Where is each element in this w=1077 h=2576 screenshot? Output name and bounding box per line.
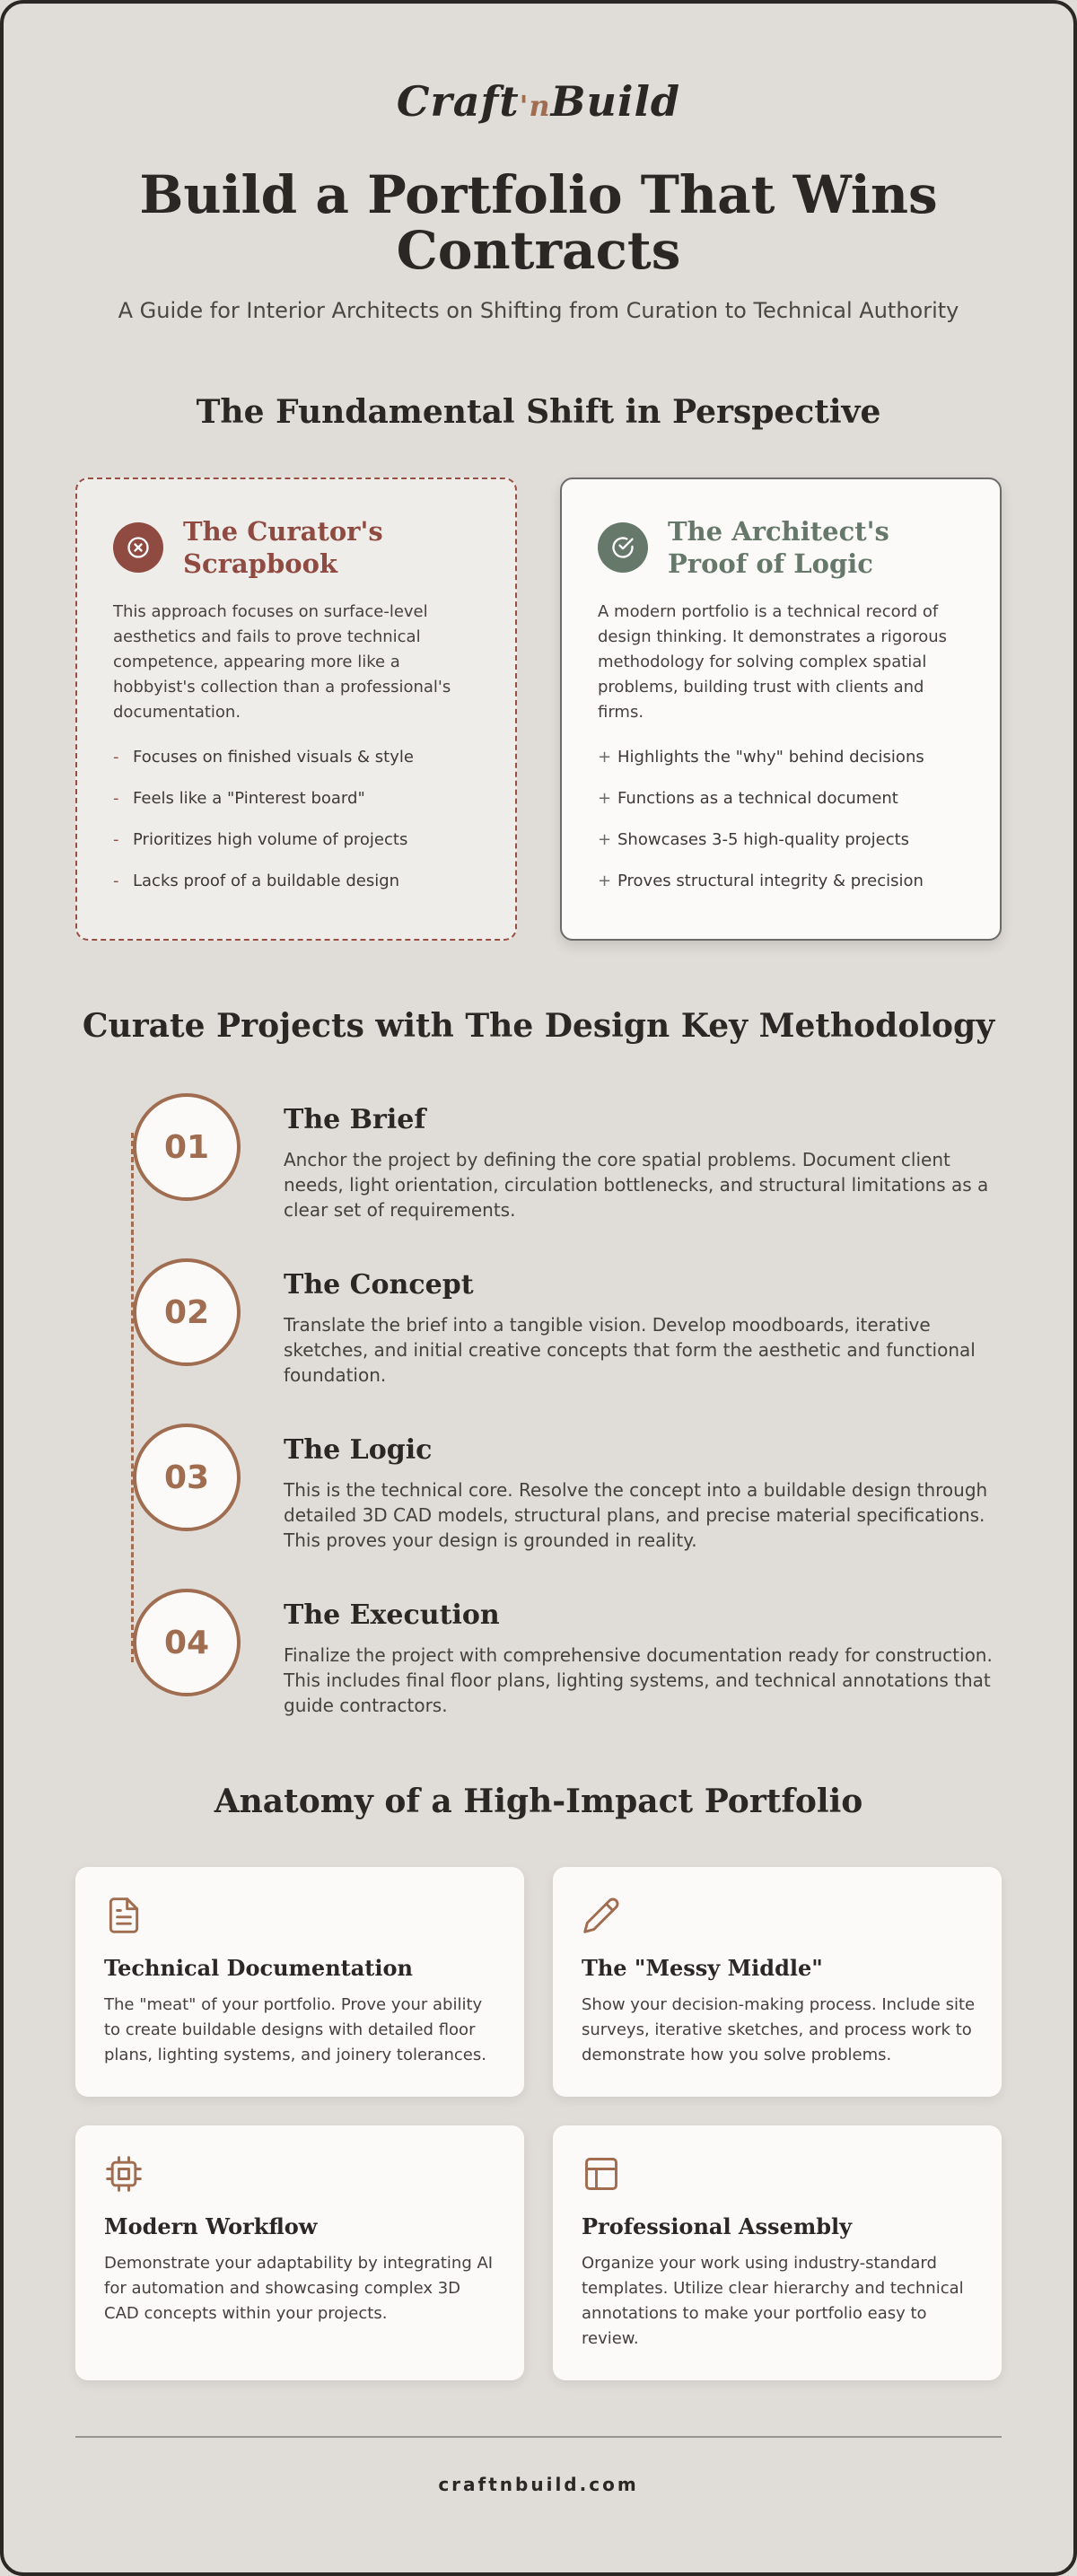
step-body: Translate the brief into a tangible vision. Develop moodboards, iterative sketches, and initial creative concepts that form the aesthetic and functional foundation. <box>284 1314 976 1386</box>
list-item: - Feels like a "Pinterest board" <box>113 789 365 808</box>
step-body: This is the technical core. Resolve the concept into a buildable design through detailed 3D CAD models, structural plans, and precise material specifications. This proves your design is grounded in reality. <box>284 1479 988 1551</box>
section-heading-anatomy: Anatomy of a High-Impact Portfolio <box>214 1783 863 1820</box>
architect-title: The Architect's Proof of Logic <box>668 516 889 579</box>
page-subtitle: A Guide for Interior Architects on Shifting from Curation to Technical Authority <box>118 298 959 323</box>
timeline-line <box>131 1133 134 1662</box>
step-title: The Execution <box>284 1599 500 1631</box>
step-body: Finalize the project with comprehensive documentation ready for construction. This includes final floor plans, lighting systems, and technical annotations that guide contractors. <box>284 1644 993 1716</box>
curator-title: The Curator's Scrapbook <box>183 516 383 579</box>
step-title: The Logic <box>284 1434 433 1466</box>
step-number: 01 <box>133 1093 241 1201</box>
architect-card <box>560 478 1002 941</box>
feature-body: The "meat" of your portfolio. Prove your ability to create buildable designs with detailed floor plans, lighting systems, and joinery tolerances. <box>104 1995 486 2064</box>
page-title: Build a Portfolio That Wins Contracts <box>139 164 938 281</box>
feature-title: Modern Workflow <box>104 2213 318 2239</box>
step-title: The Concept <box>284 1269 474 1301</box>
step-title: The Brief <box>284 1104 426 1135</box>
list-item: - Prioritizes high volume of projects <box>113 830 408 849</box>
architect-list <box>598 747 975 912</box>
curator-list <box>113 747 490 912</box>
x-circle-icon <box>113 522 163 573</box>
list-item: + Proves structural integrity & precision <box>598 872 924 890</box>
feature-title: Technical Documentation <box>104 1955 413 1981</box>
feature-body: Organize your work using industry-standard templates. Utilize clear hierarchy and technical annotations to make your portfolio easy to review. <box>582 2254 964 2348</box>
feature-card-messy-middle <box>553 1867 1002 2097</box>
step-number: 03 <box>133 1424 241 1531</box>
feature-title: The "Messy Middle" <box>582 1955 823 1981</box>
feature-card-workflow <box>75 2125 524 2380</box>
feature-title: Professional Assembly <box>582 2213 853 2239</box>
feature-card-assembly <box>553 2125 1002 2380</box>
list-item: + Showcases 3-5 high-quality projects <box>598 830 910 849</box>
list-item: + Functions as a technical document <box>598 789 898 808</box>
footer-link[interactable]: craftnbuild.com <box>438 2474 639 2495</box>
curator-body: This approach focuses on surface-level aesthetics and fails to prove technical competence, appearing more like a hobbyist's collection than a professional's documentation. <box>113 602 451 722</box>
list-item: - Lacks proof of a buildable design <box>113 872 400 890</box>
feature-card-technical <box>75 1867 524 2097</box>
step-number: 02 <box>133 1258 241 1366</box>
curator-card <box>75 478 517 941</box>
document-icon <box>104 1896 144 1935</box>
architect-body: A modern portfolio is a technical record of design thinking. It demonstrates a rigorous methodology for solving complex spatial problems, building trust with clients and firms. <box>598 602 948 722</box>
brand-logo[interactable]: Craft'nBuild <box>396 77 681 126</box>
feature-body: Show your decision-making process. Include site surveys, iterative sketches, and process work to demonstrate how you solve problems. <box>582 1995 976 2064</box>
pencil-icon <box>582 1896 621 1935</box>
footer-divider <box>75 2436 1002 2438</box>
list-item: + Highlights the "why" behind decisions <box>598 748 924 767</box>
layout-icon <box>582 2154 621 2194</box>
check-circle-icon <box>598 522 648 573</box>
feature-body: Demonstrate your adaptability by integrating AI for automation and showcasing complex 3D CAD concepts within your projects. <box>104 2254 494 2323</box>
section-heading-methodology: Curate Projects with The Design Key Methodology <box>82 1007 995 1045</box>
step-body: Anchor the project by defining the core spatial problems. Document client needs, light orientation, circulation bottlenecks, and structural limitations as a clear set of requirements. <box>284 1149 989 1221</box>
chip-icon <box>104 2154 144 2194</box>
section-heading-shift: The Fundamental Shift in Perspective <box>196 393 881 431</box>
step-number: 04 <box>133 1589 241 1696</box>
list-item: - Focuses on finished visuals & style <box>113 748 414 767</box>
